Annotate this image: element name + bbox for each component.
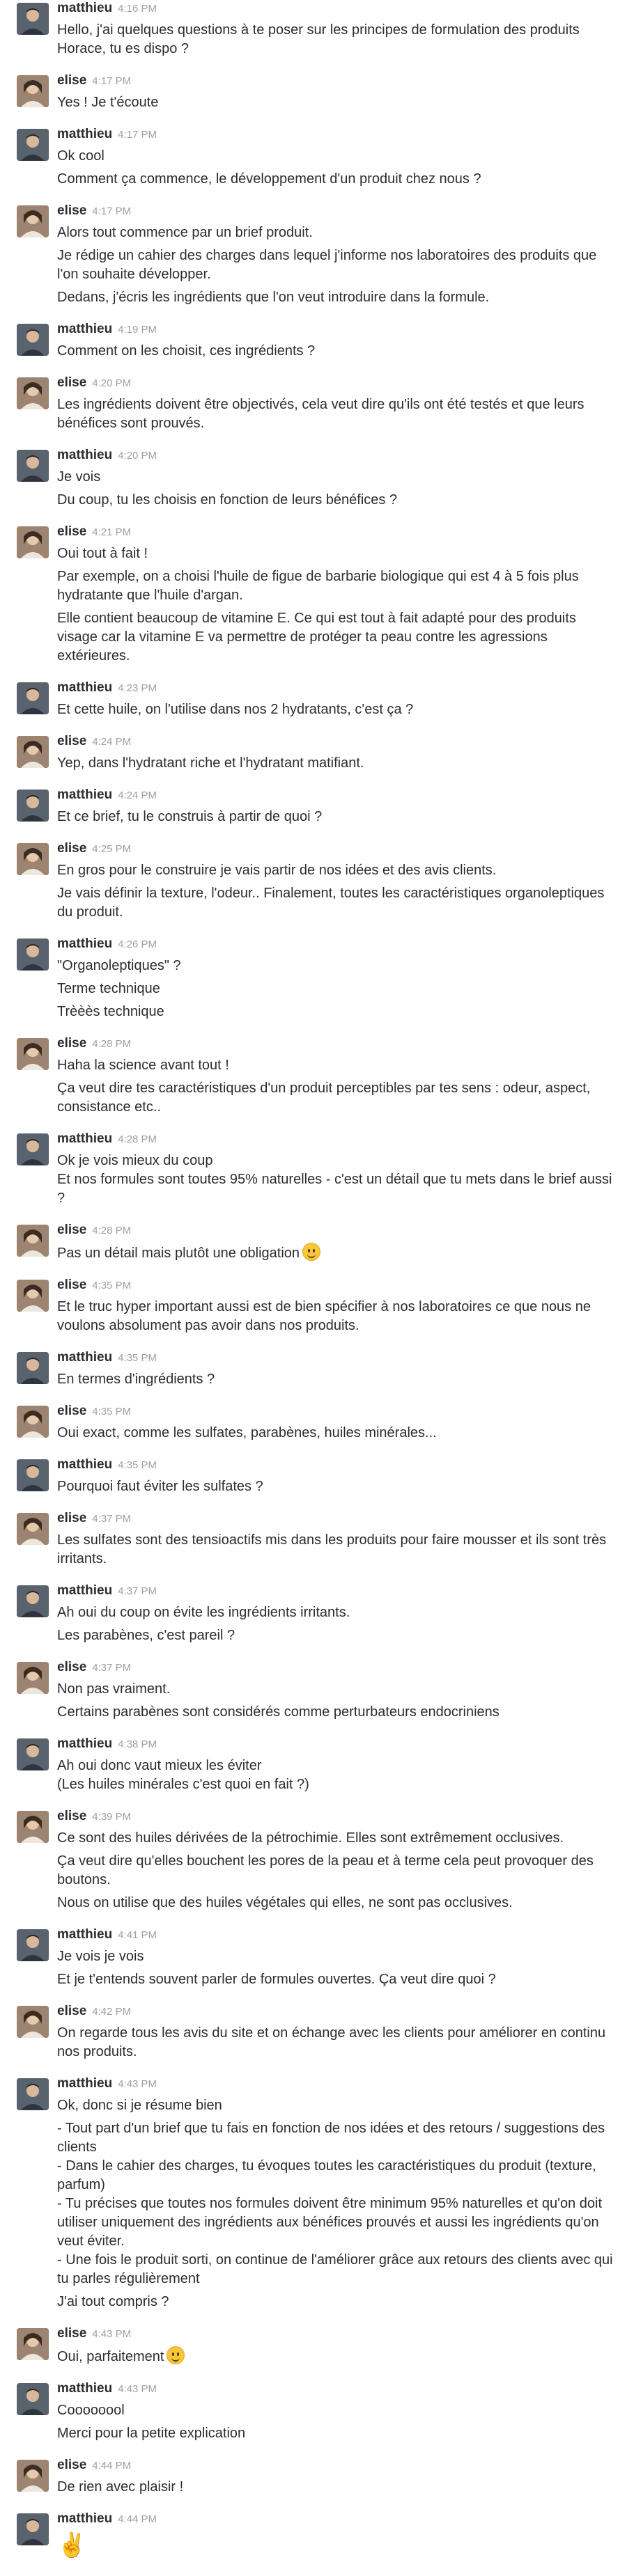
message-text [57,2478,627,2497]
message-text [57,1531,627,1569]
timestamp[interactable]: 4:35 PM [92,1406,132,1417]
message-text-content: En gros pour le construire je vais partir de nos idées et des avis clients. [57,863,497,878]
message-text [57,957,627,975]
avatar-matthieu[interactable] [17,1929,49,1961]
timestamp[interactable]: 4:28 PM [92,1225,132,1236]
timestamp[interactable]: 4:42 PM [92,2006,132,2018]
timestamp[interactable]: 4:17 PM [92,75,132,87]
timestamp[interactable]: 4:20 PM [92,377,132,389]
author-name[interactable]: matthieu [57,1350,113,1365]
message [0,2325,627,2366]
message-text-content: Les parabènes, c'est pareil ? [57,1628,235,1643]
message [0,0,627,58]
message [0,733,627,773]
message-text-content: Certains parabènes sont considérés comme perturbateurs endocriniens [57,1704,500,1720]
timestamp[interactable]: 4:37 PM [92,1662,132,1674]
avatar-elise[interactable] [17,736,49,768]
message-text [57,1298,627,1335]
message-text-content: Haha la science avant tout ! [57,1058,229,1073]
author-name[interactable]: elise [57,1809,87,1823]
avatar-elise[interactable] [17,75,49,107]
author-name[interactable]: elise [57,73,87,88]
message-text [57,1079,627,1117]
author-name[interactable]: matthieu [57,1457,113,1472]
avatar-matthieu[interactable] [17,938,49,971]
avatar-elise[interactable] [17,2460,49,2492]
avatar-matthieu[interactable] [17,2078,49,2110]
timestamp[interactable]: 4:35 PM [92,1280,132,1291]
timestamp[interactable]: 4:16 PM [118,3,157,15]
message-text [57,884,627,922]
message-text-content: Les ingrédients doivent être objectivés, cela veut dire qu'ils ont été testés et que leurs bénéfices sont prouvés. [57,397,585,431]
timestamp[interactable]: 4:37 PM [118,1585,157,1597]
author-name[interactable]: matthieu [57,2511,113,2526]
author-name[interactable]: elise [57,1223,87,1237]
author-name[interactable]: matthieu [57,322,113,336]
message-text-content: Elle contient beaucoup de vitamine E. Ce qui est tout à fait adapté pour des produits visage car la vitamine E va permettre de protéger ta peau contre les agressions extérieures. [57,611,576,663]
message-text [57,1947,627,1966]
slightly-smiling-face-icon [167,2346,185,2364]
avatar-matthieu[interactable] [17,2383,49,2415]
author-name[interactable]: elise [57,1278,87,1292]
message-header [57,1659,627,1676]
message-header [57,1808,627,1825]
message-text-content: Merci pour la petite explication [57,2426,246,2441]
message-header [57,524,627,540]
message-text [57,2096,627,2115]
avatar-elise[interactable] [17,1225,49,1257]
timestamp[interactable]: 4:35 PM [118,1352,157,1364]
timestamp[interactable]: 4:39 PM [92,1811,132,1823]
slightly-smiling-face-icon [302,1243,320,1261]
message-text [57,395,627,433]
author-name[interactable]: matthieu [57,127,113,141]
message-text-content: Comment ça commence, le développement d'un produit chez nous ? [57,171,481,187]
message-text-content: Je rédige un cahier des charges dans lequel j'informe nos laboratoires des produits que l'on souhaite développer. [57,248,597,282]
message-text-content: Hello, j'ai quelques questions à te poser sur les principes de formulation des produits Horace, tu es dispo ? [57,22,580,56]
avatar-matthieu[interactable] [17,1585,49,1617]
message [0,126,627,189]
message-header [57,733,627,750]
author-name[interactable]: elise [57,2458,87,2472]
message-header [57,126,627,143]
author-name[interactable]: matthieu [57,1927,113,1942]
message-text-content: Dedans, j'écris les ingrédients que l'on veut introduire dans la formule. [57,290,490,305]
message-text-content: Et ce brief, tu le construis à partir de quoi ? [57,809,323,824]
message-text-content: Pourquoi faut éviter les sulfates ? [57,1479,263,1494]
message-text [57,223,627,242]
timestamp[interactable]: 4:43 PM [92,2328,132,2340]
avatar-matthieu[interactable] [17,790,49,822]
timestamp[interactable]: 4:28 PM [118,1133,157,1145]
message [0,321,627,361]
message-text [57,147,627,166]
message-text-content: J'ai tout compris ? [57,2294,169,2309]
message-text [57,2531,627,2559]
message [0,1277,627,1335]
avatar-elise[interactable] [17,205,49,237]
message-text-content: En termes d'ingrédients ? [57,1372,215,1387]
message-text-content: De rien avec plaisir ! [57,2479,184,2495]
message-header [57,1222,627,1239]
avatar-elise[interactable] [17,526,49,558]
message [0,2003,627,2061]
message-header [57,936,627,952]
message-text [57,2346,627,2366]
avatar-matthieu[interactable] [17,450,49,482]
message [0,936,627,1021]
message-text [57,861,627,880]
message-header [57,1736,627,1752]
message-text [57,567,627,605]
message [0,1035,627,1117]
message-text-content: Yep, dans l'hydratant riche et l'hydratant matifiant. [57,755,364,771]
message-text [57,2024,627,2061]
message-header [57,840,627,857]
message-text [57,1152,627,1208]
message-text-content: Et je t'entends souvent parler de formules ouvertes. Ça veut dire quoi ? [57,1972,496,1987]
message-header [57,2511,627,2527]
message-text [57,246,627,284]
message-header [57,72,627,89]
author-name[interactable]: matthieu [57,936,113,951]
message-text-content: Ok, donc si je résume bien [57,2098,222,2113]
message-text-content: Oui tout à fait ! [57,546,148,561]
message-text-content: Terme technique [57,981,160,996]
avatar-elise[interactable] [17,1038,49,1070]
timestamp[interactable]: 4:37 PM [92,1513,132,1525]
message-text [57,1894,627,1913]
message-header [57,1926,627,1943]
message-header [57,1582,627,1599]
message [0,1349,627,1389]
message-header [57,0,627,17]
timestamp[interactable]: 4:24 PM [92,736,132,748]
message [0,2075,627,2311]
message-text [57,1680,627,1699]
message [0,680,627,719]
avatar-elise[interactable] [17,1662,49,1694]
message-text-content: Du coup, tu les choisis en fonction de leurs bénéfices ? [57,492,398,508]
author-name[interactable]: elise [57,1404,87,1418]
author-name[interactable]: matthieu [57,1,113,15]
message-header [57,1403,627,1420]
timestamp[interactable]: 4:43 PM [118,2078,157,2090]
timestamp[interactable]: 4:25 PM [92,843,132,855]
avatar-matthieu[interactable] [17,2513,49,2545]
author-name[interactable]: elise [57,375,87,390]
message-text-content: Je vois [57,469,101,485]
author-name[interactable]: matthieu [57,680,113,695]
message-text [57,170,627,189]
message-text-content: Par exemple, on a choisi l'huile de figue de barbarie biologique qui est 4 à 5 fois plus hydratante que l'huile d'argan. [57,569,579,603]
avatar-elise[interactable] [17,843,49,875]
author-name[interactable]: elise [57,524,87,539]
avatar-matthieu[interactable] [17,3,49,35]
message-text-content: Je vais définir la texture, l'odeur.. Finalement, toutes les caractéristiques organoleptiques du produit. [57,886,605,920]
author-name[interactable]: elise [57,1511,87,1525]
author-name[interactable]: elise [57,2326,87,2341]
message-text [57,1852,627,1890]
message-header [57,1277,627,1294]
message [0,840,627,922]
message-text-content: Alors tout commence par un brief produit. [57,225,313,240]
message-text-content: Ah oui donc vaut mieux les éviter (Les huiles minérales c'est quoi en fait ?) [57,1758,309,1792]
avatar-matthieu[interactable] [17,1738,49,1770]
message-header [57,1456,627,1473]
message [0,1808,627,1913]
message-text-content: Ok cool [57,148,104,164]
message-text-content: Les sulfates sont des tensioactifs mis dans les produits pour faire mousser et ils sont très irritants. [57,1532,607,1566]
timestamp[interactable]: 4:21 PM [92,526,132,538]
message-text [57,468,627,487]
message-header [57,375,627,391]
message [0,1510,627,1569]
message-text-content: Ah oui du coup on évite les ingrédients irritants. [57,1605,350,1620]
message-text [57,1243,627,1263]
message-text [57,1003,627,1021]
message-text [57,1603,627,1622]
message-text [57,2401,627,2420]
message-text-content: Et cette huile, on l'utilise dans nos 2 hydratants, c'est ça ? [57,702,414,717]
message-text-content: Comment on les choisit, ces ingrédients ? [57,343,316,359]
message-text [57,2119,627,2288]
message-text [57,1424,627,1443]
timestamp[interactable]: 4:44 PM [92,2460,132,2472]
timestamp[interactable]: 4:26 PM [118,938,157,950]
message-header [57,1131,627,1147]
timestamp[interactable]: 4:35 PM [118,1459,157,1471]
message-text-content: Coooooool [57,2403,125,2418]
author-name[interactable]: elise [57,1660,87,1674]
message-text [57,1757,627,1794]
message-text [57,1970,627,1989]
message-text [57,609,627,666]
message-text-content: Yes ! Je t'écoute [57,95,159,110]
author-name[interactable]: matthieu [57,1583,113,1598]
author-name[interactable]: elise [57,203,87,218]
message-text-content: Oui exact, comme les sulfates, parabènes, huiles minérales... [57,1425,437,1440]
message-header [57,2380,627,2397]
timestamp[interactable]: 4:23 PM [118,682,157,694]
message-text [57,1626,627,1645]
message-header [57,2325,627,2342]
author-name[interactable]: matthieu [57,1131,113,1146]
message-text [57,544,627,563]
message-text [57,1056,627,1075]
timestamp[interactable]: 4:19 PM [118,324,157,336]
avatar-elise[interactable] [17,2328,49,2360]
message-header [57,1349,627,1366]
message [0,524,627,666]
message-text-content: - Tout part d'un brief que tu fais en fonction de nos idées et des retours / suggestions des clients - Dans le cahier des charges, tu évoques toutes les caractéristiques du produit (texture, parfum) - Tu précises que toutes nos formules doivent être minimum 95% naturelles et qu'on doit utiliser uniquement des ingrédients aux bénéfices prouvés et aussi les ingrédients qu'on veut éviter. - Une fois le produit sorti, on continue de l'améliorer grâce aux retours des clients avec qui tu parles régulièrement [57,2121,613,2286]
avatar-matthieu[interactable] [17,1459,49,1491]
message-text [57,93,627,112]
message-text-content: Ça veut dire tes caractéristiques d'un produit perceptibles par tes sens : odeur, aspect, consistance etc.. [57,1081,591,1115]
avatar-elise[interactable] [17,2006,49,2038]
message-text [57,980,627,998]
timestamp[interactable]: 4:41 PM [118,1929,157,1941]
timestamp[interactable]: 4:17 PM [92,205,132,217]
avatar-matthieu[interactable] [17,129,49,161]
message-header [57,680,627,696]
message-text [57,808,627,826]
avatar-matthieu[interactable] [17,324,49,356]
author-name[interactable]: elise [57,1036,87,1051]
message-text-content: Oui, parfaitement [57,2349,164,2364]
message [0,1736,627,1794]
message-header [57,2075,627,2092]
message-text-content: On regarde tous les avis du site et on échange avec les clients pour améliorer en continu nos produits. [57,2025,606,2059]
avatar-matthieu[interactable] [17,1133,49,1165]
message-header [57,787,627,803]
message-text [57,754,627,773]
message [0,1926,627,1989]
message [0,2511,627,2559]
author-name[interactable]: elise [57,734,87,748]
message [0,1456,627,1496]
avatar-matthieu[interactable] [17,682,49,714]
author-name[interactable]: elise [57,2004,87,2018]
message-text [57,1477,627,1496]
author-name[interactable]: matthieu [57,2076,113,2091]
message-text-content: Et le truc hyper important aussi est de bien spécifier à nos laboratoires ce que nous ne voulons absolument pas avoir dans nos produits. [57,1299,591,1333]
message [0,787,627,826]
message-text [57,21,627,58]
message-header [57,2003,627,2020]
avatar-elise[interactable] [17,1406,49,1438]
message-header [57,203,627,219]
message-text-content: Non pas vraiment. [57,1681,171,1697]
author-name[interactable]: elise [57,841,87,856]
message-text-content: "Organoleptiques" ? [57,958,181,973]
message-text [57,700,627,719]
timestamp[interactable]: 4:38 PM [118,1738,157,1750]
author-name[interactable]: matthieu [57,787,113,802]
message-text-content: Je vois je vois [57,1949,144,1964]
message-text [57,1370,627,1389]
message-text-content: Ce sont des huiles dérivées de la pétrochimie. Elles sont extrêmement occlusives. [57,1830,564,1846]
message-text-content: Pas un détail mais plutôt une obligation [57,1246,300,1261]
message [0,1131,627,1208]
message-text-content: Nous on utilise que des huiles végétales qui elles, ne sont pas occlusives. [57,1895,513,1910]
message-header [57,1510,627,1527]
avatar-elise[interactable] [17,1280,49,1312]
avatar-elise[interactable] [17,1513,49,1545]
timestamp[interactable]: 4:20 PM [118,450,157,462]
message-text-content: Ok je vois mieux du coup Et nos formules sont toutes 95% naturelles - c'est un détail que tu mets dans le brief aussi ? [57,1153,612,1206]
message-text [57,2424,627,2443]
message [0,2380,627,2443]
victory-hand-icon: ✌ [57,2532,87,2559]
message-header [57,2457,627,2474]
author-name[interactable]: matthieu [57,448,113,462]
message-header [57,447,627,464]
author-name[interactable]: matthieu [57,2381,113,2396]
message-text [57,1703,627,1722]
timestamp[interactable]: 4:43 PM [118,2383,157,2395]
avatar-elise[interactable] [17,377,49,409]
message-text [57,2293,627,2311]
message [0,375,627,433]
message [0,447,627,510]
message-header [57,1035,627,1052]
message-text [57,342,627,361]
message-text-content: Ça veut dire qu'elles bouchent les pores de la peau et à terme cela peut provoquer des boutons. [57,1853,594,1887]
message-text [57,288,627,307]
timestamp[interactable]: 4:24 PM [118,790,157,801]
message-header [57,321,627,338]
message-text [57,491,627,510]
avatar-elise[interactable] [17,1811,49,1843]
timestamp[interactable]: 4:44 PM [118,2513,157,2525]
timestamp[interactable]: 4:28 PM [92,1038,132,1050]
author-name[interactable]: matthieu [57,1736,113,1751]
timestamp[interactable]: 4:17 PM [118,129,157,141]
message [0,1582,627,1645]
message [0,203,627,307]
message-text [57,1829,627,1848]
avatar-matthieu[interactable] [17,1352,49,1384]
message [0,1222,627,1263]
message [0,1403,627,1443]
message [0,72,627,112]
message [0,1659,627,1722]
message-text-content: Trèèès technique [57,1004,164,1019]
